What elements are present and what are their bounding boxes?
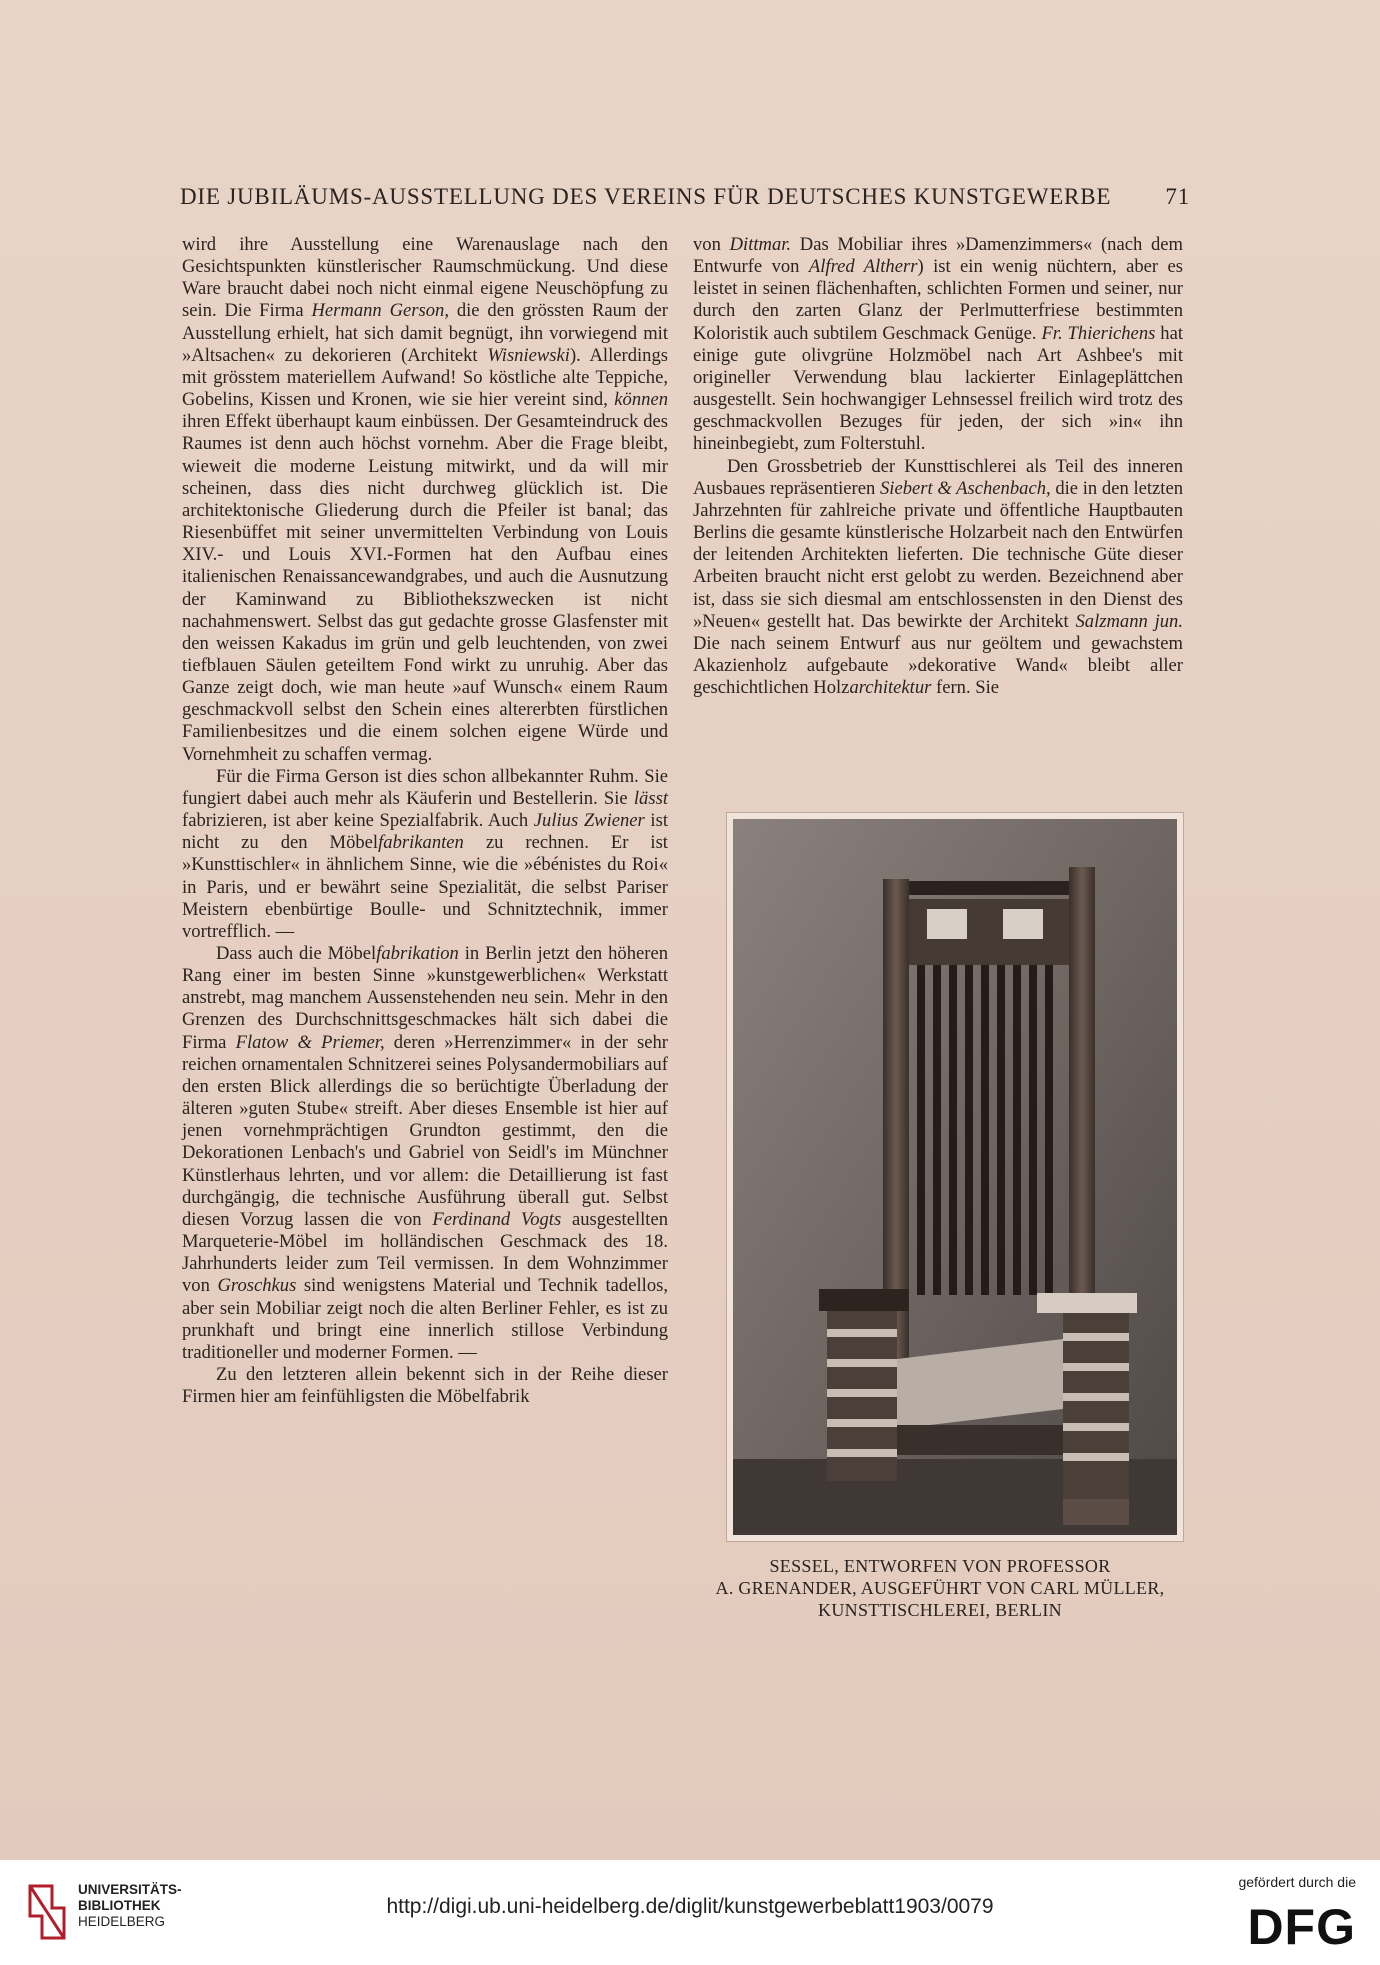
- library-name-line: HEIDELBERG: [78, 1914, 166, 1929]
- italic-name: Julius Zwiener: [533, 810, 645, 832]
- text-run: fern. Sie: [931, 677, 1000, 699]
- right-text-column: [693, 234, 1183, 699]
- figure-caption: [690, 1555, 1190, 1621]
- left-text-column: [182, 234, 668, 1408]
- text-run: ist nicht zu den Möbel: [182, 810, 668, 854]
- italic-name: Ferdinand Vogts: [432, 1208, 562, 1230]
- text-run: ) ist ein wenig nüchtern, aber es leistet in seinen flächenhaften, schlichten Formen und seiner, nur durch den zarten Glanz der Perlmutterfriese bestimmten Koloristik auch subtilem Geschmack Genüge.: [693, 256, 1183, 344]
- italic-name: Wisniewski: [487, 344, 570, 366]
- italic-name: Salzmann jun.: [1075, 610, 1183, 632]
- text-run: Die nach seinem Entwurf aus nur geöltem und gewachstem Akazienholz aufgebaute »dekorative Wand« bleibt aller geschichtlichen Holz: [693, 632, 1183, 699]
- italic-name: Fr. Thierichens: [1041, 322, 1156, 344]
- italic-name: fabrikation: [376, 943, 459, 964]
- text-run: zu rechnen. Er ist »Kunsttischler« in ähnlichem Sinne, wie die »ébénistes du Roi« in Paris, und er bewährt seine Spezialität, die selbst Pariser Meistern ebenbürtige Boulle- und Schnitztechnik, immer vortrefflich. —: [182, 832, 668, 942]
- dfg-logo: DFG: [1247, 1899, 1356, 1955]
- italic-name: Dittmar.: [729, 234, 792, 255]
- text-run: hat einige gute olivgrüne Holzmöbel nach Art Ashbee's mit origineller Verwendung blau lackierter Einlageplättchen ausgestellt. Sein hochwangiger Lehnsessel freilich wird trotz des geschmackvollen Bezuges für jeden, der sich »in« ihn hineinbegiebt, zum Folterstuhl.: [693, 322, 1184, 455]
- text-run: deren »Herrenzimmer« in der sehr reichen ornamentalen Schnitzerei seines Polysandermobiliars auf den ersten Blick allerdings die so berüchtigte Überladung der älteren »guten Stube« streift. Aber dieses Ensemble ist hier auf jenen vornehmprächtigen Grundton gestimmt, den die Dekorationen Lenbach's und Gabriel von Seidl's im Münchner Künstlerhaus lehrten, und vor allem: die Detaillierung ist fast durchgängig, die technische Ausführung überall gut. Selbst diesen Vorzug lassen die von: [182, 1031, 668, 1230]
- text-run: Dass auch die Möbel: [216, 943, 377, 964]
- caption-line: SESSEL, ENTWORFEN VON PROFESSOR: [769, 1556, 1111, 1576]
- inlay-plaque-right: [1003, 909, 1043, 939]
- text-run: ausgestellten Marqueterie-Möbel im holländischen Geschmack des 18. Jahrhunderts leider zum Teil vermissen. In dem Wohnzimmer von: [182, 1208, 669, 1297]
- paragraph: Zu den letzteren allein bekennt sich in der Reihe dieser Firmen hier am feinfühligsten die Möbelfabrik: [182, 1363, 668, 1408]
- chair-illustration: [733, 819, 1177, 1535]
- library-name-line: BIBLIOTHEK: [78, 1898, 161, 1913]
- funding-label: gefördert durch die: [1238, 1874, 1356, 1890]
- italic-name: architektur: [849, 677, 932, 699]
- paragraph: [182, 766, 668, 943]
- chair-left-side-panel: [827, 1311, 897, 1481]
- digitization-footer: [0, 1860, 1380, 1965]
- italic-name: Flatow & Priemer,: [235, 1031, 385, 1053]
- text-run: ). Allerdings mit grösstem materiellem Aufwand! So köstliche alte Teppiche, Gobelins, Kissen und Kronen, wie sie hier vereint sind,: [182, 344, 668, 411]
- text-run: in Berlin jetzt den höheren Rang einer im besten Sinne »kunstgewerblichen« Werkstatt anstrebt, mag manchem Aussenstehenden neu sein. Mehr in den Grenzen des Durchschnittsgeschmackes hält sich dabei die Firma: [182, 943, 668, 1053]
- chair-left-arm: [819, 1289, 909, 1311]
- text-run: wird ihre Ausstellung eine Warenauslage nach den Gesichtspunkten künstlerischer Raumschmückung. Und diese Ware braucht dabei noch nicht einmal eigene Neuschöpfung zu sein. Die Firma: [182, 234, 668, 322]
- header-title: DIE JUBILÄUMS-AUSSTELLUNG DES VEREINS FÜR DEUTSCHES KUNSTGEWERBE: [180, 184, 1112, 209]
- running-header: [180, 184, 1190, 210]
- text-run: die in den letzten Jahrzehnten für zahlreiche private und öffentliche Hauptbauten Berlins die gesamte künstlerische Holzarbeit nach den Entwürfen der leitenden Architekten lieferten. Die technische Güte dieser Arbeiten braucht nicht erst gelobt zu werden. Bezeichnend aber ist, dass sie sich diesmal am entschlossensten in den Dienst des »Neuen« gestellt hat. Das bewirkte der Architekt: [693, 477, 1183, 632]
- paragraph: [182, 943, 668, 1364]
- chair-back-slats: [917, 965, 1053, 1295]
- chair-right-side-panel: [1063, 1313, 1129, 1499]
- text-run: ihren Effekt überhaupt kaum einbüssen. Der Gesamteindruck des Raumes ist denn auch höchst vornehm. Aber die Frage bleibt, wieweit die moderne Leistung mitwirkt, und da will mir scheinen, dass dies nicht durchweg glücklich ist. Die architektonische Gliederung durch die Pfeiler ist banal; das Riesenbüffet mit seiner unvermittelten Verbindung von Louis XIV.- und Louis XVI.-Formen hat den Aufbau eines italienischen Renaissancewandgrabes, und auch die Ausnutzung der Kaminwand zu Bibliothekszwecken ist nicht nachahmenswert. Selbst das gut gedachte grosse Glasfenster mit den weissen Kakadus im grün und gelb leuchtenden, von zwei tiefblauen Säulen geteiltem Fond wirkt zu unruhig. Aber das Ganze zeigt doch, wie man heute »auf Wunsch« einem Raum geschmackvoll selbst den Schein eines altererbten fürstlichen Familienbesitzes und die einem solchen eigene Würde und Vornehmheit zu schaffen vermag.: [182, 411, 668, 765]
- inlay-plaque-left: [927, 909, 967, 939]
- italic-name: Alfred Altherr: [808, 256, 918, 278]
- permalink-url[interactable]: http://digi.ub.uni-heidelberg.de/diglit/kunstgewerbeblatt1903/0079: [386, 1895, 994, 1918]
- italic-name: können: [614, 389, 668, 411]
- page-number: 71: [1165, 184, 1190, 209]
- text-run: Den Grossbetrieb der Kunsttischlerei als Teil des inneren Ausbaues repräsentieren: [693, 455, 1183, 499]
- chair-photograph: [726, 812, 1184, 1542]
- text-run: sind wenigstens Material und Technik tadellos, aber sein Mobiliar zeigt noch die alten Berliner Fehler, es ist zu prunkhaft und bringt eine innerlich stillose Verbindung traditioneller und moderner Formen. —: [182, 1275, 668, 1363]
- italic-name: lässt: [633, 787, 668, 809]
- italic-name: Hermann Gerson,: [311, 300, 449, 322]
- text-run: von: [693, 234, 730, 255]
- chair-top-rail: [909, 881, 1069, 895]
- chair-seat-rail: [897, 1425, 1063, 1455]
- paragraph: [693, 456, 1183, 700]
- italic-name: Siebert & Aschenbach,: [879, 477, 1051, 499]
- text-run: Das Mobiliar ihres »Damenzimmers« (nach dem Entwurfe von: [693, 234, 1183, 278]
- italic-name: fabrikanten: [378, 832, 464, 854]
- caption-line: KUNSTTISCHLEREI, BERLIN: [818, 1600, 1062, 1620]
- caption-line: A. GRENANDER, AUSGEFÜHRT VON CARL MÜLLER,: [715, 1578, 1165, 1598]
- text-run: fabrizieren, ist aber keine Spezialfabrik. Auch: [182, 810, 534, 832]
- chair-foot: [1063, 1499, 1129, 1525]
- paragraph: [182, 234, 668, 766]
- chair-right-arm: [1037, 1293, 1137, 1313]
- italic-name: Groschkus: [217, 1275, 297, 1297]
- text-run: Für die Firma Gerson ist dies schon allbekannter Ruhm. Sie fungiert dabei auch mehr als Käuferin und Bestellerin. Sie: [182, 765, 668, 809]
- text-run: die den grössten Raum der Ausstellung erhielt, hat sich damit begnügt, ihn vorwiegend mit »Altsachen« zu dekorieren (Architekt: [182, 300, 668, 366]
- library-name-line: UNIVERSITÄTS-: [78, 1882, 182, 1897]
- paragraph: [693, 234, 1183, 456]
